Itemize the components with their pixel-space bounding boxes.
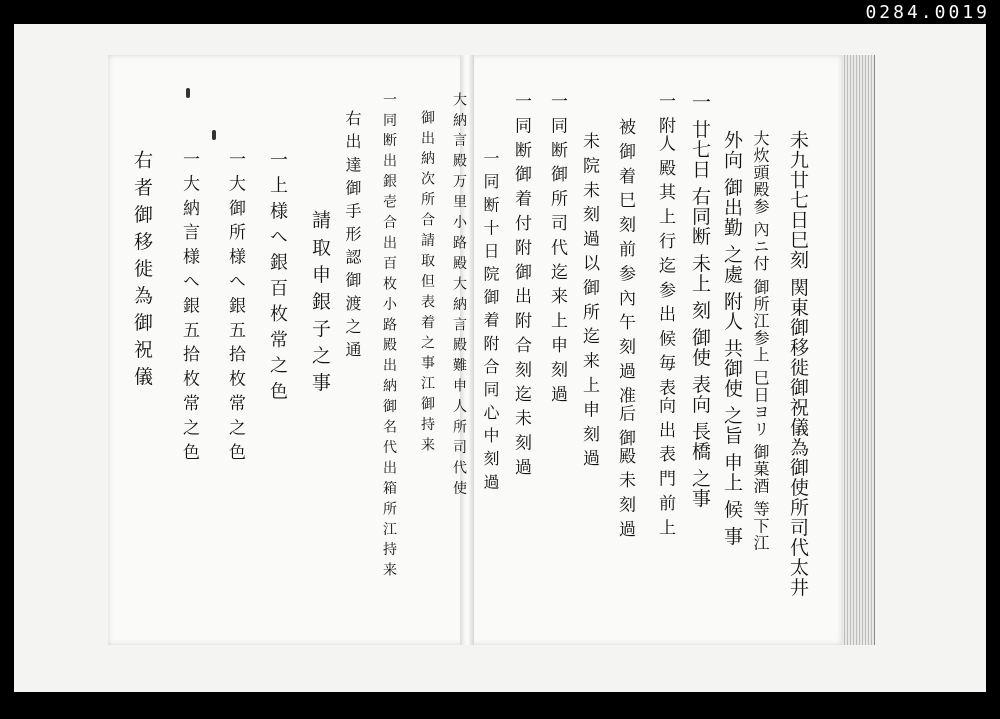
left-col-3: 大 納 言 殿 万 里 小 路 殿 大 納 言 殿 難 申 人 所 司 代 使 [451, 92, 467, 496]
right-col-6: 被 御 着 巳 刻 前 参 內 午 刻 過 准后 御殿 未 刻 過 [615, 118, 635, 539]
right-col-1: 未九廿七日巳刻 関東御移徙御祝儀為御使所司代太井 [787, 130, 809, 598]
right-col-5: 一 附人 殿 其 上 行 迄 参 出 候 毎 表向 出 表 門 前 上 [655, 92, 675, 537]
page-stack-edge [842, 55, 875, 645]
left-col-5: 一 同 断 出 銀 壱 合 出 百 枚 小 路 殿 出 納 御 名 代 出 箱 所 江 持 来 [381, 92, 397, 578]
left-col-title: 請 取 申 銀 子 之 事 [309, 210, 331, 393]
right-col-7: 一 同 断 御 所 司 代 迄 来 上 申 刻 過 [547, 92, 567, 403]
frame-number: 0284.0019 [865, 2, 990, 23]
left-col-item-1: 一 上 様 へ 銀 百 枚 常 之 色 [267, 150, 288, 401]
ink-mark [212, 130, 216, 140]
right-col-3: 外向 御出勤 之處 附人 共御使 之旨 申上 候 事 [721, 130, 743, 547]
left-col-1: 一 同 断 御 着 付 附 御 出 附 合 刻 迄 未 刻 過 [511, 92, 531, 477]
left-col-item-2: 一 大 御 所 様 へ 銀 五 拾 枚 常 之 色 [225, 150, 245, 461]
left-col-6: 右 出 達 御 手 形 認 御 渡 之 通 [343, 110, 362, 358]
right-col-4: 一 廿七日 右同断 未上 刻 御使 表向 長橋 之事 [689, 92, 711, 509]
left-col-4: 御 出 納 次 所 合 請 取 但 表 着 之 事 江 御 持 来 [419, 110, 435, 453]
right-col-2: 大炊頭殿参 內ニ付 御所江参上 巳日ヨリ 御菓酒 等下江 [751, 130, 770, 552]
left-page [108, 55, 468, 645]
left-col-2: 一 同 断 十 日 院 御 着 附 合 同 心 中 刻 過 [481, 150, 500, 491]
left-col-closing: 右 者 御 移 徙 為 御 祝 儀 [131, 150, 153, 387]
right-col-8: 未 院 未 刻 過 以 御 所 迄 来 上 申 刻 過 [579, 132, 599, 468]
left-col-item-3: 一 大 納 言 様 へ 銀 五 拾 枚 常 之 色 [179, 150, 199, 461]
ink-mark [186, 88, 190, 98]
